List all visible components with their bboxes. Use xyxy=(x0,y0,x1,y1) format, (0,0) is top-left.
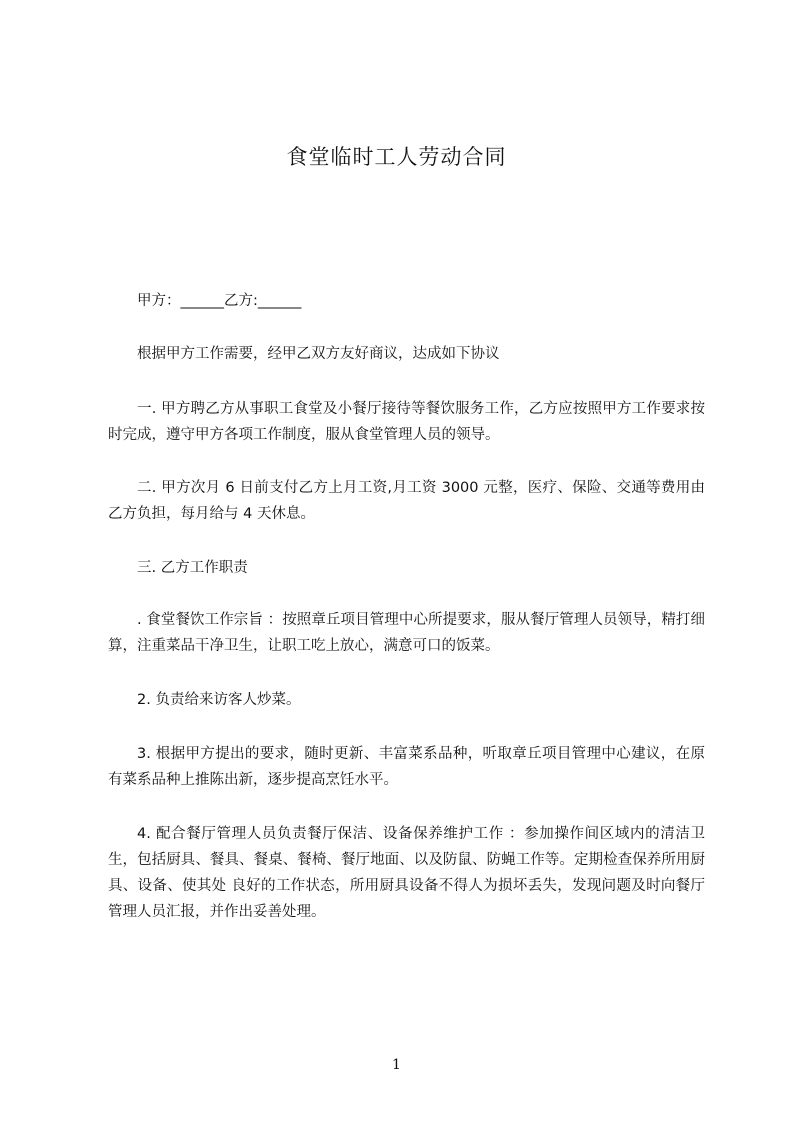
page-number: 1 xyxy=(392,1057,401,1073)
parties-line: 甲方：______乙方:______ xyxy=(137,293,302,309)
duty-item-1: . 食堂餐饮工作宗旨 ：按照章丘项目管理中心所提要求，服从餐厅管理人员领导，精打细算，注重菜品干净卫生，让职工吃上放心，满意可口的饭菜。 xyxy=(108,612,705,654)
clause-one-paragraph: 一. 甲方聘乙方从事职工食堂及小餐厅接待等餐饮服务工作，乙方应按照甲方工作要求按时完成，遵守甲方各项工作制度，服从食堂管理人员的领导。 xyxy=(108,401,705,443)
clause-three-heading: 三. 乙方工作职责 xyxy=(137,560,248,576)
duty-item-4: 4. 配合餐厅管理人员负责餐厅保洁、设备保养维护工作 ：参加操作间区域内的清洁卫生，包括厨具、餐具、餐桌、餐椅、餐厅地面、以及防鼠、防蝇工作等。定期检查保养所用厨具、设备、使其处 良好的工作状态，所用厨具设备不得人为损坏丢失，发现问题及时向餐厅管理人员汇报，并作出妥善处理。 xyxy=(108,826,705,920)
document-title: 食堂临时工人劳动合同 xyxy=(286,145,507,169)
duty-item-2: 2. 负责给来访客人炒菜。 xyxy=(137,692,301,708)
duty-item-3: 3. 根据甲方提出的要求，随时更新、丰富菜系品种，听取章丘项目管理中心建议，在原有菜系品种上推陈出新，逐步提高烹饪水平。 xyxy=(108,746,705,788)
preamble-paragraph: 根据甲方工作需要，经甲乙双方友好商议，达成如下协议 xyxy=(137,346,500,362)
clause-two-paragraph: 二. 甲方次月 6 日前支付乙方上月工资,月工资 3000 元整，医疗、保险、交通等费用由乙方负担，每月给与 4 天休息。 xyxy=(108,480,705,522)
